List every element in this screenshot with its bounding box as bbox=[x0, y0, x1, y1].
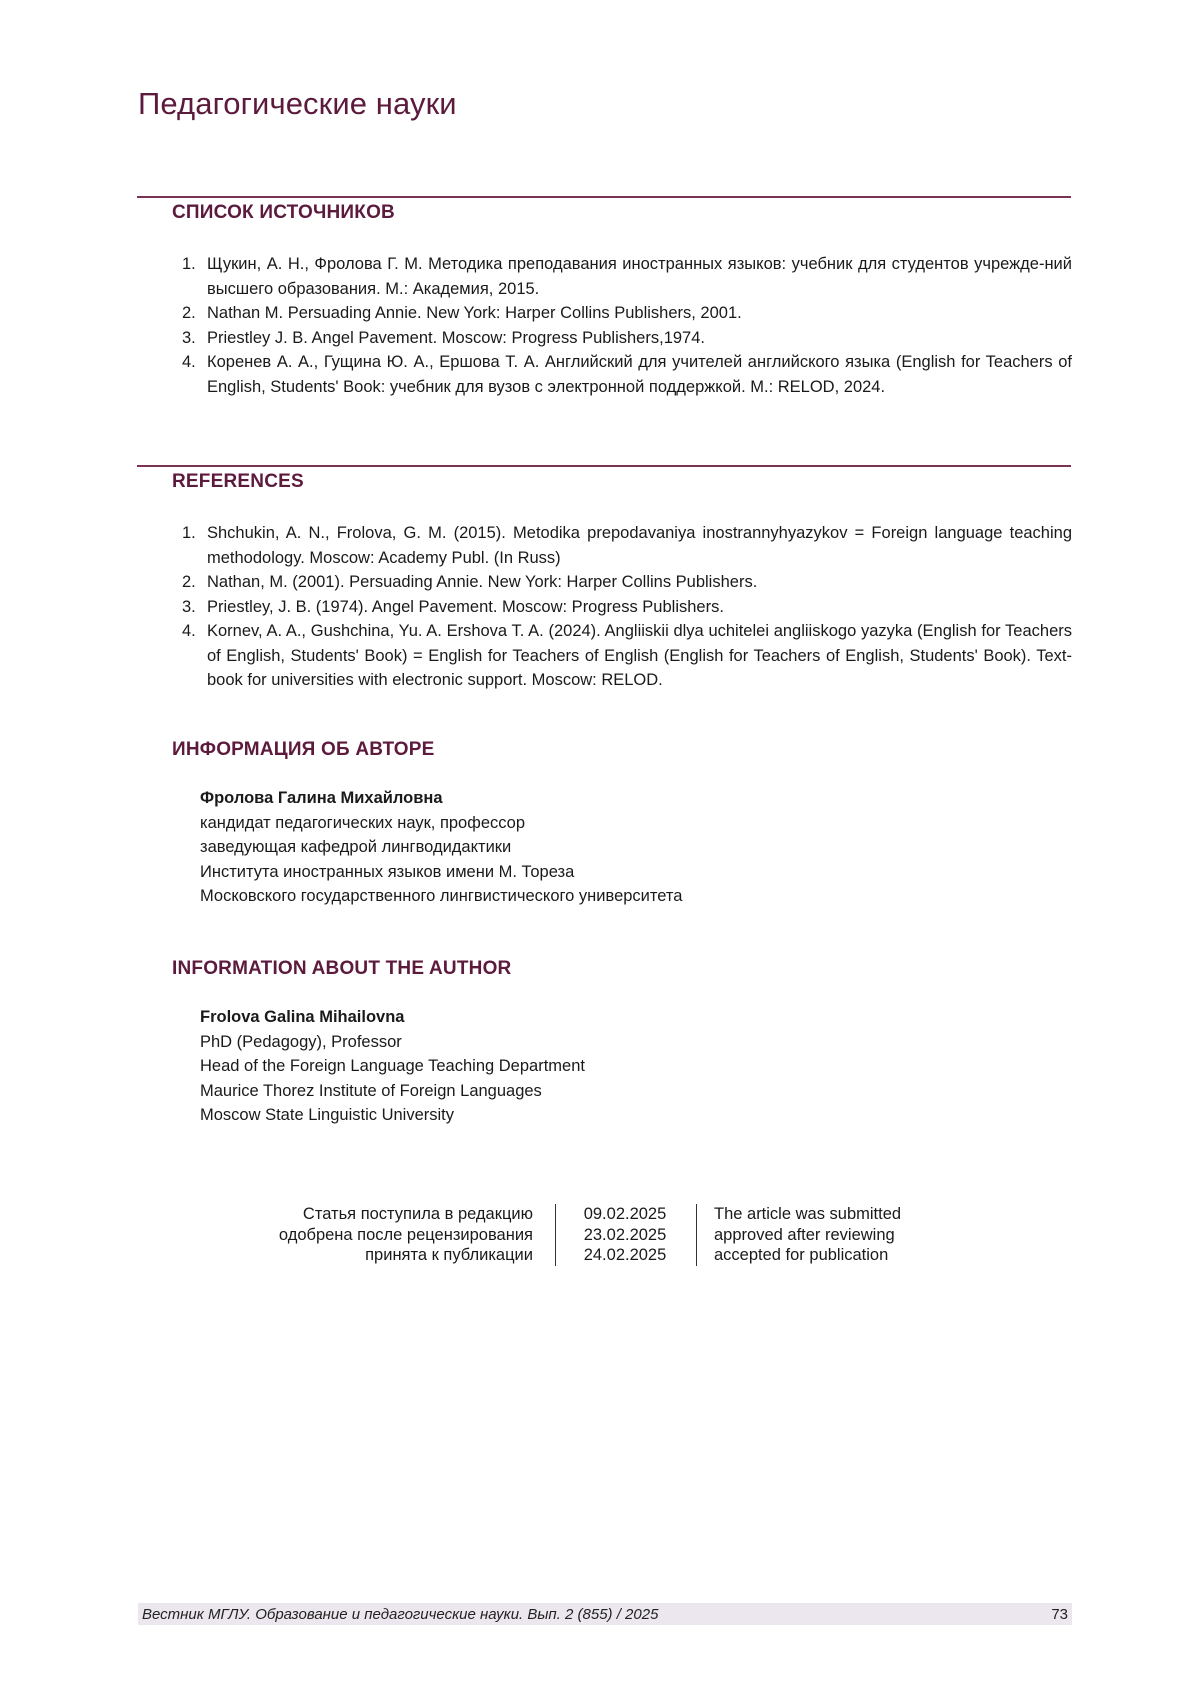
date-label-ru: одобрена после рецензирования bbox=[270, 1225, 533, 1246]
list-item-text: Nathan M. Persuading Annie. New York: Harper Collins Publishers, 2001. bbox=[207, 304, 742, 322]
list-item-number: 1. bbox=[182, 521, 196, 546]
sources-ru-list bbox=[182, 252, 1072, 399]
list-item-number: 4. bbox=[182, 350, 196, 375]
author-ru-line: кандидат педагогических наук, профессор bbox=[200, 811, 682, 836]
references-en-list bbox=[182, 521, 1072, 693]
author-ru-line: заведующая кафедрой лингводидактики bbox=[200, 835, 682, 860]
author-ru-name: Фролова Галина Михайловна bbox=[200, 786, 682, 811]
list-item bbox=[182, 301, 1072, 326]
list-item bbox=[182, 350, 1072, 399]
author-en-line: PhD (Pedagogy), Professor bbox=[200, 1030, 585, 1055]
date-label-en: The article was submitted bbox=[714, 1204, 901, 1225]
date-label-en: accepted for publication bbox=[714, 1245, 901, 1266]
author-en-heading: INFORMATION ABOUT THE AUTHOR bbox=[172, 958, 511, 980]
author-en-line: Maurice Thorez Institute of Foreign Languages bbox=[200, 1079, 585, 1104]
date-label-ru: Статья поступила в редакцию bbox=[270, 1204, 533, 1225]
author-ru-line: Института иностранных языков имени М. Тореза bbox=[200, 860, 682, 885]
section-divider bbox=[137, 196, 1071, 198]
list-item bbox=[182, 326, 1072, 351]
author-en-block bbox=[200, 1005, 585, 1128]
references-en-heading: REFERENCES bbox=[172, 471, 304, 493]
date-label-ru: принята к публикации bbox=[270, 1245, 533, 1266]
page-footer bbox=[138, 1603, 1072, 1625]
list-item-text: Щукин, А. Н., Фролова Г. М. Методика преподавания иностранных языков: учебник для студентов учрежде-ний высшего образования. М.: Академия, 2015. bbox=[207, 255, 1072, 298]
date-value: 23.02.2025 bbox=[568, 1225, 682, 1246]
submission-dates-table bbox=[270, 1204, 901, 1266]
list-item-number: 3. bbox=[182, 595, 196, 620]
page-number: 73 bbox=[1051, 1606, 1068, 1623]
author-en-name: Frolova Galina Mihailovna bbox=[200, 1005, 585, 1030]
author-en-line: Head of the Foreign Language Teaching Department bbox=[200, 1054, 585, 1079]
list-item-text: Shchukin, A. N., Frolova, G. M. (2015). Metodika prepodavaniya inostrannyhyazykov = Foreign language teaching methodology. Moscow: Academy Publ. (In Russ) bbox=[207, 524, 1072, 567]
date-value: 24.02.2025 bbox=[568, 1245, 682, 1266]
dates-labels-ru bbox=[270, 1204, 556, 1266]
dates-labels-en bbox=[697, 1204, 901, 1266]
list-item-text: Коренев А. А., Гущина Ю. А., Ершова Т. А. Английский для учителей английского языка (English for Teachers of English, Students' Book: учебник для вузов с электронной поддержкой. М.: RELOD, 2024. bbox=[207, 353, 1072, 396]
page-title: Педагогические науки bbox=[138, 86, 457, 122]
date-value: 09.02.2025 bbox=[568, 1204, 682, 1225]
list-item-text: Priestley J. B. Angel Pavement. Moscow: Progress Publishers,1974. bbox=[207, 329, 705, 347]
author-ru-block bbox=[200, 786, 682, 909]
author-en-line: Moscow State Linguistic University bbox=[200, 1103, 585, 1128]
list-item-number: 2. bbox=[182, 570, 196, 595]
list-item-text: Nathan, M. (2001). Persuading Annie. New York: Harper Collins Publishers. bbox=[207, 573, 757, 591]
list-item-number: 4. bbox=[182, 619, 196, 644]
list-item bbox=[182, 521, 1072, 570]
list-item-number: 1. bbox=[182, 252, 196, 277]
dates-values bbox=[556, 1204, 697, 1266]
list-item-text: Kornev, A. A., Gushchina, Yu. A. Ershova T. A. (2024). Angliiskii dlya uchitelei angliiskogo yazyka (English for Teachers of English, Students' Book) = English for Teachers of English (English for Teachers of English, Students' Book). Text-book for universities with electronic support. Moscow: RELOD. bbox=[207, 622, 1072, 689]
author-ru-heading: ИНФОРМАЦИЯ ОБ АВТОРЕ bbox=[172, 739, 435, 761]
list-item bbox=[182, 252, 1072, 301]
footer-journal-citation: Вестник МГЛУ. Образование и педагогические науки. Вып. 2 (855) / 2025 bbox=[142, 1606, 658, 1623]
list-item bbox=[182, 570, 1072, 595]
list-item-number: 2. bbox=[182, 301, 196, 326]
list-item bbox=[182, 619, 1072, 693]
list-item-text: Priestley, J. B. (1974). Angel Pavement. Moscow: Progress Publishers. bbox=[207, 598, 724, 616]
section-divider bbox=[137, 465, 1071, 467]
sources-ru-heading: СПИСОК ИСТОЧНИКОВ bbox=[172, 202, 395, 224]
list-item-number: 3. bbox=[182, 326, 196, 351]
author-ru-line: Московского государственного лингвистического университета bbox=[200, 884, 682, 909]
date-label-en: approved after reviewing bbox=[714, 1225, 901, 1246]
list-item bbox=[182, 595, 1072, 620]
